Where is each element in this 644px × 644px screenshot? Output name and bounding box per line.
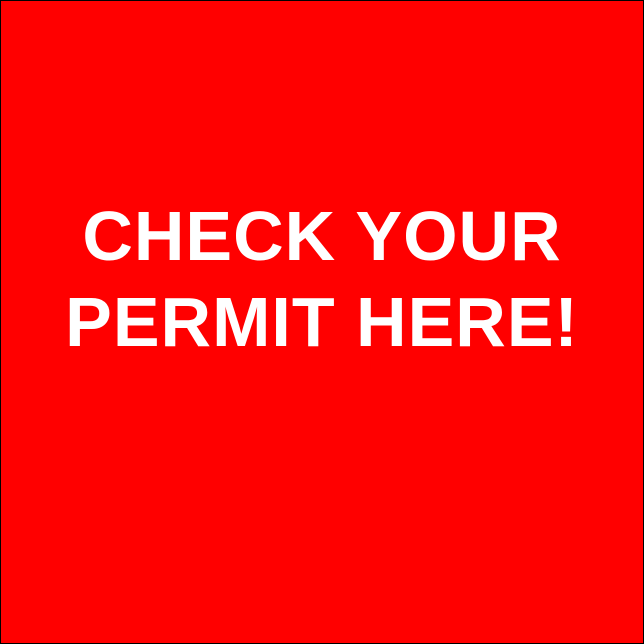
banner-headline (1, 193, 643, 365)
headline-line-2: PERMIT HERE! (65, 283, 579, 361)
headline-line-1: CHECK YOUR (82, 197, 562, 275)
